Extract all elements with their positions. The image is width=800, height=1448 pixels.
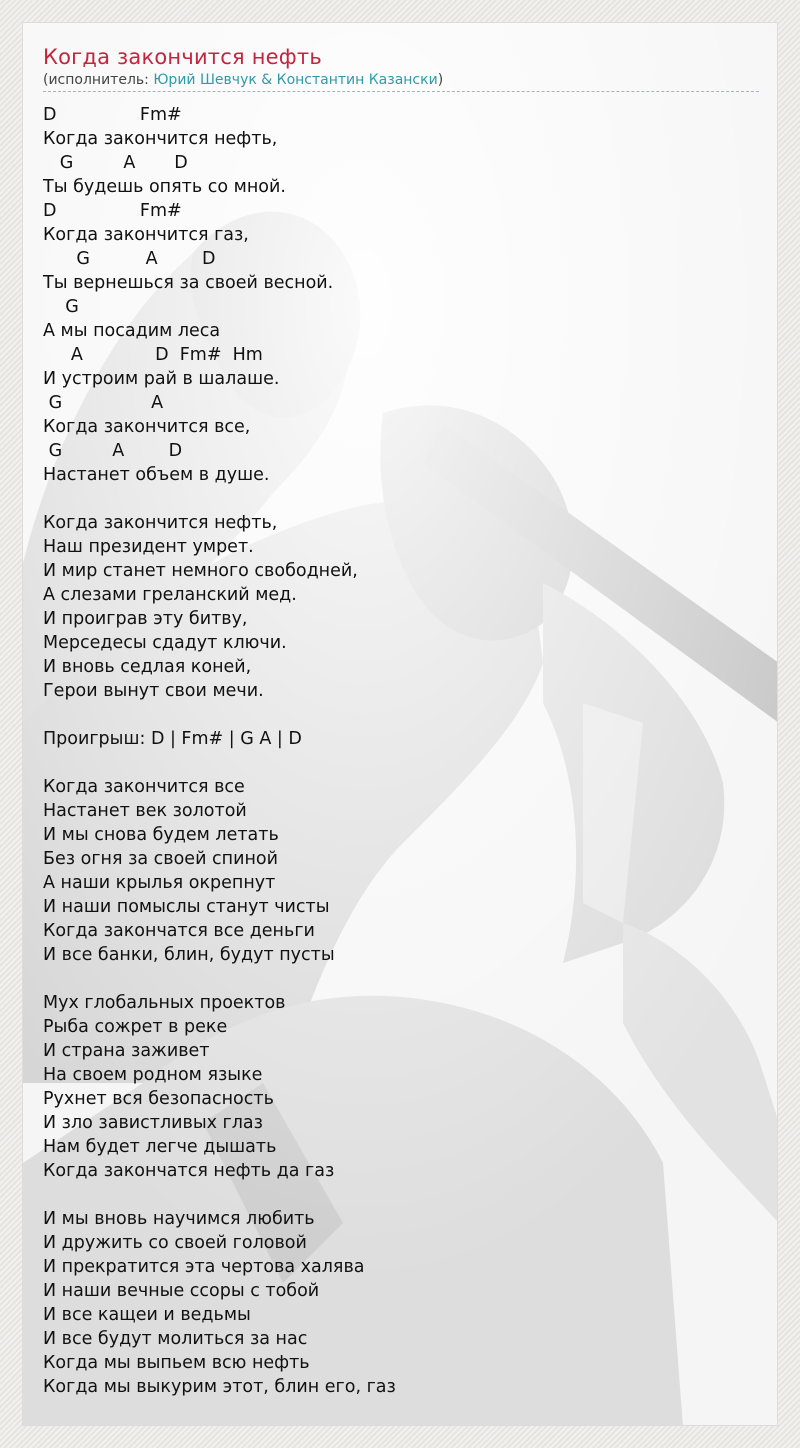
lyrics-line: А мы посадим леса xyxy=(43,321,221,341)
lyrics-line: G A D xyxy=(43,441,183,461)
lyrics-line: Когда закончится все xyxy=(43,777,245,797)
lyrics-line: G A D xyxy=(43,153,188,173)
lyrics-line: Настанет объем в душе. xyxy=(43,465,270,485)
lyrics-line: И все будут молиться за нас xyxy=(43,1329,308,1349)
lyrics-line: D Fm# xyxy=(43,105,182,125)
song-title: Когда закончится нефть xyxy=(43,45,322,69)
song-header xyxy=(43,43,759,92)
lyrics-line: Когда закончится газ, xyxy=(43,225,249,245)
header-divider xyxy=(43,91,759,92)
lyrics-line: На своем родном языке xyxy=(43,1065,263,1085)
artist-suffix: ) xyxy=(437,72,444,88)
lyrics-line: А слезами греланский мед. xyxy=(43,585,297,605)
lyrics-line: И устроим рай в шалаше. xyxy=(43,369,280,389)
lyrics-line: G A xyxy=(43,393,164,413)
lyrics-line: И мир станет немного свободней, xyxy=(43,561,358,581)
lyrics-line: Без огня за своей спиной xyxy=(43,849,278,869)
lyrics-line: G xyxy=(43,297,79,317)
lyrics-line: Наш президент умрет. xyxy=(43,537,254,557)
lyrics-line: И мы снова будем летать xyxy=(43,825,279,845)
lyrics-line: И дружить со своей головой xyxy=(43,1233,307,1253)
song-panel xyxy=(22,22,778,1426)
lyrics-line: И зло завистливых глаз xyxy=(43,1113,263,1133)
lyrics-line: Когда мы выпьем всю нефть xyxy=(43,1353,310,1373)
lyrics-line: Ты будешь опять со мной. xyxy=(43,177,286,197)
lyrics-line: Когда закончатся нефть да газ xyxy=(43,1161,335,1181)
lyrics-line: Герои вынут свои мечи. xyxy=(43,681,264,701)
lyrics-line: И наши вечные ссоры с тобой xyxy=(43,1281,320,1301)
lyrics-line: Мерседесы сдадут ключи. xyxy=(43,633,287,653)
lyrics-line: Когда закончатся все деньги xyxy=(43,921,315,941)
lyrics-line: D Fm# xyxy=(43,201,182,221)
lyrics-line: Когда закончится нефть, xyxy=(43,129,278,149)
lyrics-chords-text xyxy=(43,103,396,1399)
lyrics-line: Рухнет вся безопасность xyxy=(43,1089,274,1109)
lyrics-line: И все банки, блин, будут пусты xyxy=(43,945,335,965)
lyrics-line: A D Fm# Hm xyxy=(43,345,263,365)
lyrics-line: Нам будет легче дышать xyxy=(43,1137,277,1157)
lyrics-line: Когда закончится все, xyxy=(43,417,251,437)
lyrics-line: И мы вновь научимся любить xyxy=(43,1209,315,1229)
lyrics-line: Когда мы выкурим этот, блин его, газ xyxy=(43,1377,396,1397)
lyrics-line: И все кащеи и ведьмы xyxy=(43,1305,251,1325)
lyrics-line: И прекратится эта чертова халява xyxy=(43,1257,365,1277)
lyrics-line: И страна заживет xyxy=(43,1041,210,1061)
lyrics-line: И наши помыслы станут чисты xyxy=(43,897,330,917)
lyrics-line: Рыба сожрет в реке xyxy=(43,1017,228,1037)
lyrics-line: Настанет век золотой xyxy=(43,801,247,821)
artist-link[interactable]: Юрий Шевчук & Константин Казански xyxy=(153,72,438,88)
lyrics-line: А наши крылья окрепнут xyxy=(43,873,276,893)
lyrics-line: Когда закончится нефть, xyxy=(43,513,278,533)
artist-line xyxy=(43,71,759,89)
lyrics-line: Проигрыш: D | Fm# | G A | D xyxy=(43,729,302,749)
lyrics-line: Ты вернешься за своей весной. xyxy=(43,273,334,293)
artist-prefix: (исполнитель: xyxy=(43,72,154,88)
lyrics-line: Мух глобальных проектов xyxy=(43,993,286,1013)
lyrics-line: G A D xyxy=(43,249,216,269)
lyrics-line: И проиграв эту битву, xyxy=(43,609,248,629)
lyrics-line: И вновь седлая коней, xyxy=(43,657,252,677)
